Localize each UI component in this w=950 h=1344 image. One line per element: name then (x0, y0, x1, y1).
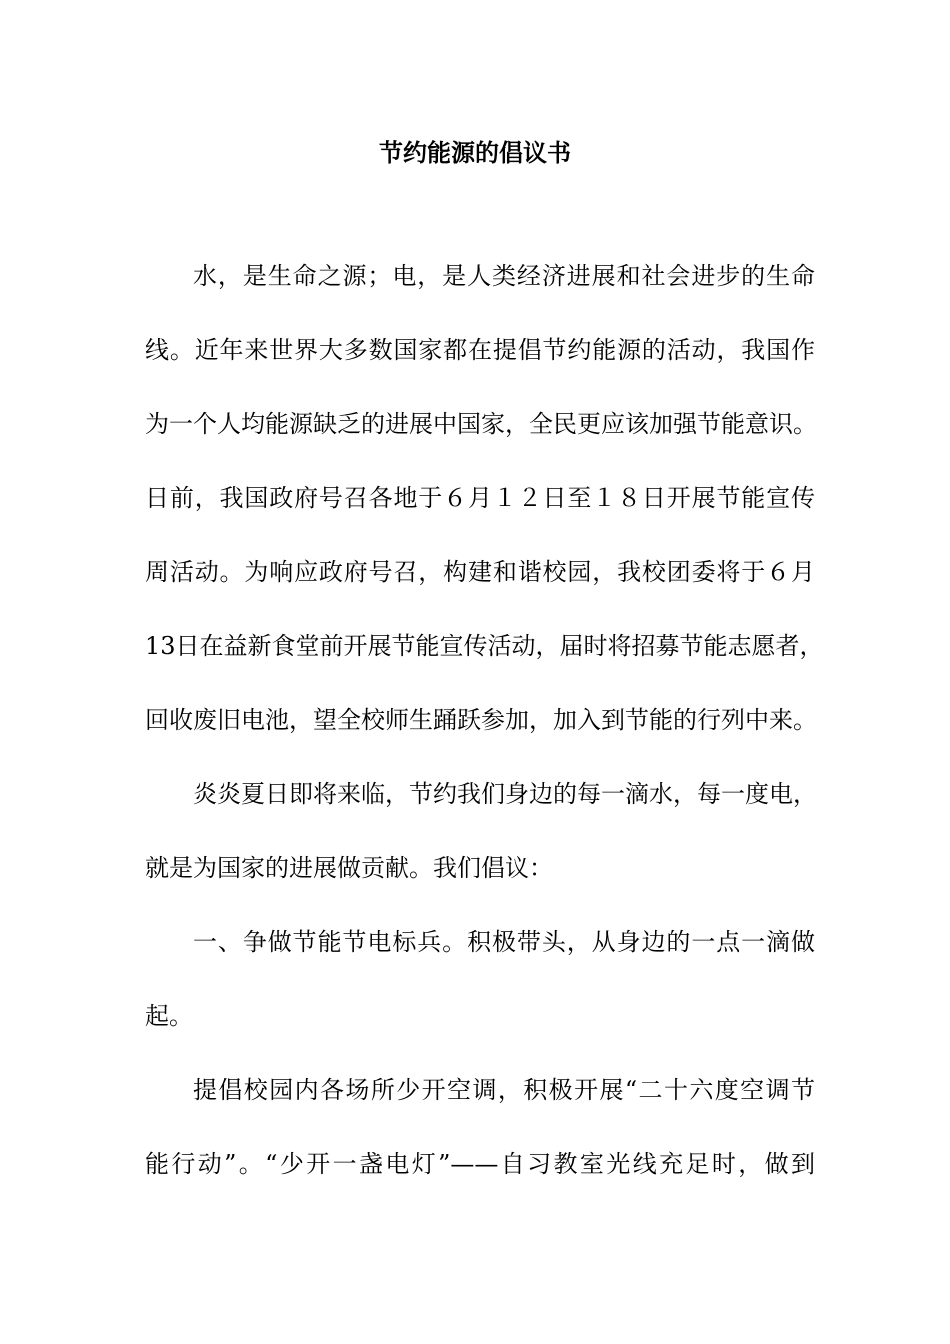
paragraph-line: 起。 (145, 1002, 193, 1030)
paragraph-line: 回收废旧电池，望全校师生踊跃参加，加入到节能的行列中来。 (145, 706, 817, 734)
paragraph-line: 为一个人均能源缺乏的进展中国家，全民更应该加强节能意识。 (145, 410, 817, 438)
paragraph-line: 一、争做节能节电标兵。积极带头，从身边的一点一滴做 (193, 928, 815, 956)
paragraph-line: 日前，我国政府号召各地于６月１２日至１８日开展节能宣传 (145, 484, 815, 512)
paragraph-line: 提倡校园内各场所少开空调，积极开展“二十六度空调节 (193, 1076, 815, 1104)
paragraph-line: 能行动”。“少开一盏电灯”——自习教室光线充足时，做到 (145, 1150, 815, 1178)
paragraph-line: 线。近年来世界大多数国家都在提倡节约能源的活动，我国作 (145, 336, 815, 364)
paragraph-line: 就是为国家的进展做贡献。我们倡议： (145, 854, 553, 882)
paragraph-line: 周活动。为响应政府号召，构建和谐校园，我校团委将于６月 (145, 558, 815, 586)
paragraph-line: 13日在益新食堂前开展节能宣传活动，届时将招募节能志愿者， (145, 632, 824, 660)
document-title: 节约能源的倡议书 (379, 139, 571, 167)
paragraph-line: 炎炎夏日即将来临，节约我们身边的每一滴水，每一度电， (193, 780, 817, 808)
paragraph-line: 水，是生命之源；电，是人类经济进展和社会进步的生命 (193, 262, 815, 290)
